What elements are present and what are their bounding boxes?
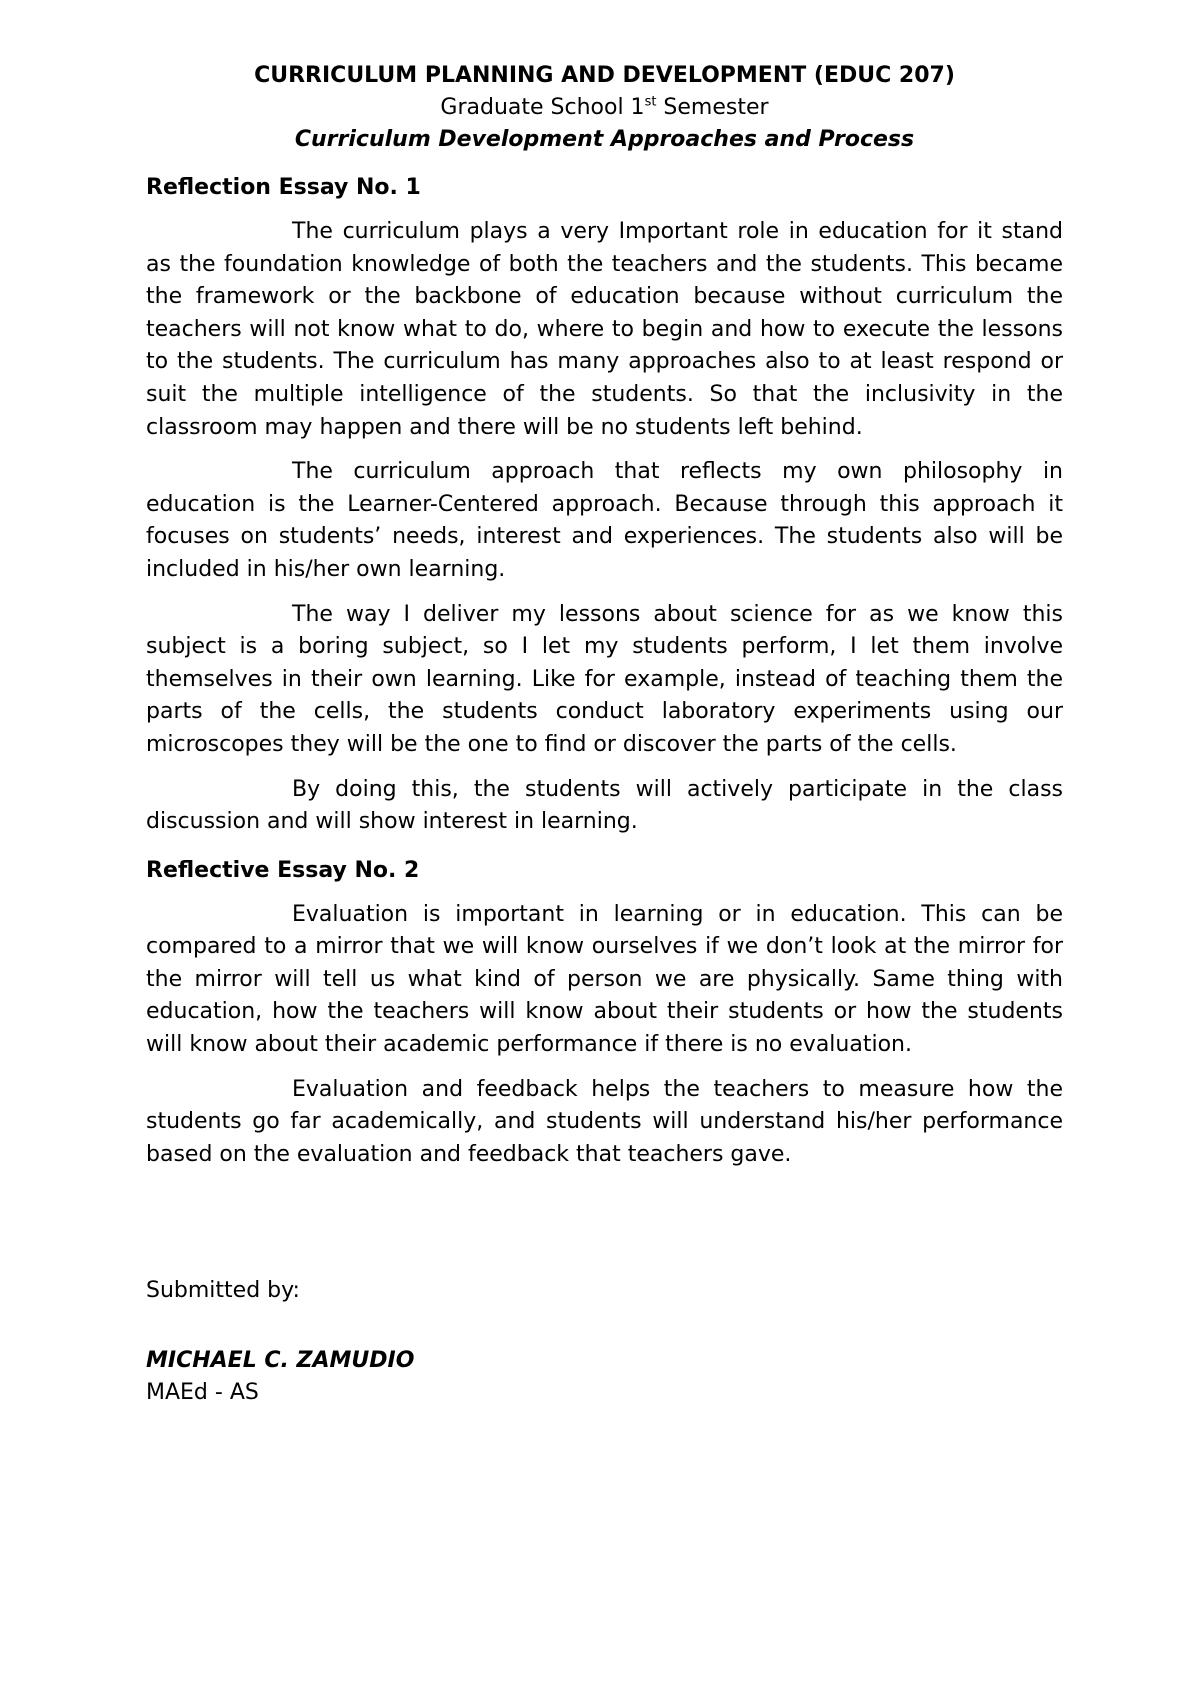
semester-subtitle: [146, 92, 1063, 124]
topic-title: Curriculum Development Approaches and Process: [294, 127, 915, 152]
author-program: MAEd - AS: [146, 1380, 259, 1406]
subtitle-suffix: Semester: [656, 95, 769, 120]
course-title: CURRICULUM PLANNING AND DEVELOPMENT (EDUC 207): [254, 63, 955, 88]
essay-1-heading: Reflection Essay No. 1: [146, 175, 421, 200]
essay-2-heading: Reflective Essay No. 2: [146, 857, 420, 883]
document-page: [146, 60, 1063, 1409]
essay-1-paragraph: By doing this, the students will actively participate in the class discussion and will show interest in learning.: [146, 776, 1063, 835]
essay-1-paragraph: The way I deliver my lessons about science for as we know this subject is a boring subject, so I let my students perform, I let them involve themselves in their own learning. Like for example, instead of teaching them the parts of the cells, the students conduct laboratory experiments using our microscopes they will be the one to find or discover the parts of the cells.: [146, 601, 1063, 757]
subtitle-prefix: Graduate School 1: [440, 95, 645, 120]
author-name: MICHAEL C. ZAMUDIO: [146, 1348, 415, 1374]
essay-2-paragraph: Evaluation is important in learning or in education. This can be compared to a mirror that we will know ourselves if we don’t look at the mirror for the mirror will tell us what kind of person we are physically. Same thing with education, how the teachers will know about their students or how the students will know about their academic performance if there is no evaluation.: [146, 901, 1063, 1058]
subtitle-superscript: st: [644, 94, 657, 110]
essay-2-paragraph: Evaluation and feedback helps the teachers to measure how the students go far academically, and students will understand his/her performance based on the evaluation and feedback that teachers gave.: [146, 1076, 1063, 1167]
essay-1-paragraph: The curriculum plays a very Important role in education for it stand as the foundation knowledge of both the teachers and the students. This became the framework or the backbone of education because without curriculum the teachers will not know what to do, where to begin and how to execute the lessons to the students. The curriculum has many approaches also to at least respond or suit the multiple intelligence of the students. So that the inclusivity in the classroom may happen and there will be no students left behind.: [146, 219, 1063, 440]
submitted-by-label: Submitted by:: [146, 1278, 300, 1304]
essay-1-paragraph: The curriculum approach that reflects my own philosophy in education is the Learner-Centered approach. Because through this approach it focuses on students’ needs, interest and experiences. The students also will be included in his/her own learning.: [146, 459, 1063, 582]
